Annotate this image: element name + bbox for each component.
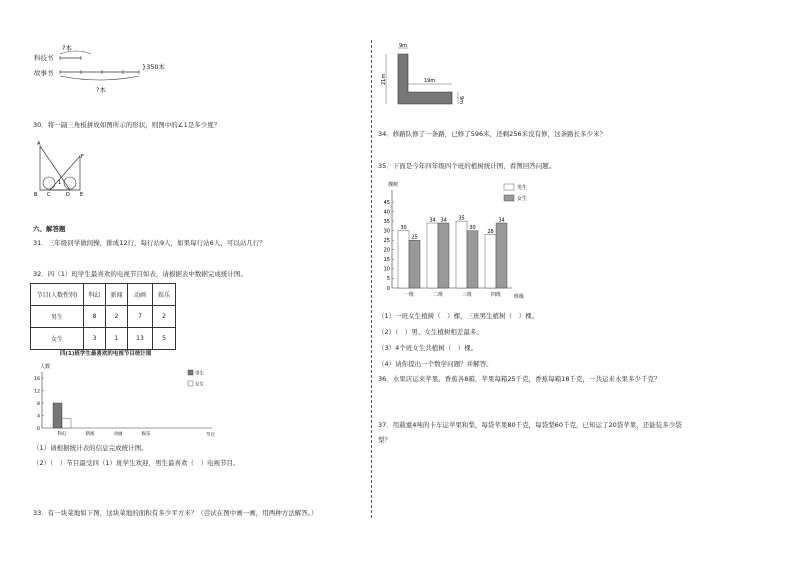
q37-text: 37．用载重4吨的卡车运苹果和梨，每袋苹果80千克，每袋梨60千克，已知运了20袋苹果，还能装多少袋: [378, 421, 682, 429]
label-e: E: [80, 192, 84, 198]
chart2-legend-swatch-male: [504, 184, 514, 190]
table-cell: 8: [84, 306, 106, 328]
q35-sub1: （1）一班女生植树（ ）棵，三班男生植树（ ）棵。: [378, 312, 539, 320]
table-header-cell: 新闻: [106, 284, 128, 306]
table-cell: 男生: [31, 306, 84, 328]
chart2-data-label: 30: [400, 225, 407, 232]
q29-total-label: }350本: [142, 63, 166, 71]
label-c: C: [47, 192, 51, 198]
chart2-y-tick-label: 40: [383, 209, 390, 216]
q29-row2-label: 故事书: [34, 69, 54, 77]
chart1-x-tick-label: 动画: [113, 432, 123, 437]
chart2-x-tick-label: 三班: [461, 292, 473, 298]
triangle-figure: [32, 140, 92, 198]
q35-sub3: （3）4个班女生共植树（ ）棵。: [378, 344, 478, 352]
table-cell: 2: [153, 306, 176, 328]
table-row: [31, 328, 176, 350]
chart1-y-tick-label: 8: [37, 401, 40, 407]
label-1: 1: [58, 180, 62, 186]
chart1-xlabel: 节目: [206, 433, 215, 438]
q36-text: 36．水果店运来苹果、香蕉各8箱，苹果每箱25千克，香蕉每箱18千克，一共运来水果多少千克？: [378, 375, 661, 383]
chart1-bar: [53, 403, 62, 428]
chart2-data-label: 35: [458, 215, 465, 222]
q32-sub2: （2）（ ）节目最受四（1）班学生欢迎，男生最喜欢（ ）电视节目。: [33, 459, 240, 467]
table-cell: 5: [153, 328, 176, 350]
chart1-y-tick-label: 16: [34, 376, 40, 382]
chart1-ylabel: 人数: [40, 364, 51, 370]
table-cell: 1: [106, 328, 128, 350]
chart2-legend-male: 男生: [517, 185, 528, 191]
chart2-y-tick-label: 45: [383, 199, 390, 206]
chart2-y-tick-label: 5: [386, 276, 390, 283]
chart2-bar: [485, 234, 496, 288]
q32-sub1: （1）请根据统计表的信息完成统计图。: [33, 444, 148, 452]
tv-program-table: [30, 283, 176, 350]
q37-text-cont: 梨？: [378, 436, 391, 444]
q32-text: 32．四（1）班学生最喜欢的电视节目如表，请根据表中数据完成统计图。: [33, 270, 247, 278]
chart1-y-tick-label: 12: [34, 389, 40, 395]
chart2-y-tick-label: 20: [383, 247, 390, 254]
chart2-bar: [398, 231, 409, 288]
chart1-bar: [62, 419, 71, 428]
chart2-data-label: 34: [440, 217, 447, 224]
chart2-bar: [496, 223, 507, 288]
chart1-y-tick-label: 4: [37, 414, 40, 420]
q35-sub2: （2）（ ）男、女生植树相差最多。: [378, 328, 483, 336]
chart1-x-tick-label: 科幻: [57, 432, 67, 437]
l-shaped-field-figure: [376, 42, 476, 112]
section-title: 六、解答题: [33, 225, 66, 233]
q33-text: 33．有一块菜地如下图，这块菜地的面积有多少平方米？（尝试在图中画一画，用两种方法解答。）: [33, 509, 318, 517]
q34-text: 34．修路队修了一条路，已修了596米，还剩256米没有修，这条路长多少米？: [378, 130, 607, 138]
table-row: [31, 284, 176, 306]
chart2-x-tick-label: 一班: [403, 292, 415, 298]
chart1-x-tick-label: 娱乐: [141, 432, 151, 437]
chart2-bar: [467, 231, 478, 288]
chart2-data-label: 34: [498, 217, 505, 224]
chart2-data-label: 34: [429, 217, 436, 224]
column-divider: [371, 40, 372, 518]
chart2-x-tick-label: 四班: [490, 292, 502, 298]
table-header-cell: 动画: [128, 284, 153, 306]
table-row: [31, 306, 176, 328]
chart2-data-label: 28: [487, 228, 494, 235]
chart2-data-label: 25: [411, 234, 418, 241]
dim-top: 9m: [399, 43, 408, 49]
dim-inner: 19m: [424, 78, 436, 84]
chart2-y-tick-label: 0: [386, 285, 390, 292]
chart2-y-tick-label: 10: [383, 266, 390, 273]
chart2-bar: [409, 240, 420, 288]
tree-planting-chart: [376, 178, 546, 303]
chart2-legend-female: 女生: [517, 196, 528, 202]
chart1-legend-male: 男生: [195, 371, 204, 377]
dim-left: 21m: [381, 73, 387, 85]
table-cell: 2: [106, 306, 128, 328]
label-a: A: [37, 141, 41, 147]
table-header-cell: 娱乐: [153, 284, 176, 306]
chart1-legend-swatch-male: [188, 370, 193, 375]
q35-text: 35．下面是今年四年级四个班的植树统计图，看图回答问题。: [378, 162, 556, 170]
chart2-y-tick-label: 35: [383, 218, 390, 225]
table-header-cell: 科幻: [84, 284, 106, 306]
table-cell: 女生: [31, 328, 84, 350]
chart1-title: 四(1)班学生最喜欢的电视节目统计图: [60, 351, 152, 357]
chart1-y-tick-label: 0: [37, 426, 40, 432]
q35-sub4: （4）请你提出一个数学问题？并解答。: [378, 360, 493, 368]
chart2-y-tick-label: 15: [383, 257, 390, 264]
chart2-bar: [427, 223, 438, 288]
label-f: F: [81, 154, 84, 160]
chart2-bar: [438, 223, 449, 288]
label-d: D: [66, 192, 70, 198]
q30-text: 30．将一副三角板拼成如图所示的形状，则图中的∠1是多少度？: [33, 121, 221, 129]
chart2-xlabel: 班级: [514, 294, 525, 300]
table-cell: 7: [128, 306, 153, 328]
dim-right: 9m: [458, 96, 464, 105]
chart2-ylabel: 棵树: [388, 182, 399, 188]
table-header-cell: 节目(人数性别): [31, 284, 84, 306]
tv-program-chart: [30, 360, 220, 440]
chart1-x-tick-label: 新闻: [85, 432, 95, 437]
chart2-x-tick-label: 二班: [432, 292, 444, 298]
chart2-legend-swatch-female: [504, 195, 514, 201]
q29-top-label: ?本: [62, 44, 72, 52]
chart1-legend-swatch-female: [188, 381, 193, 386]
chart2-bar: [456, 221, 467, 288]
label-b: B: [34, 192, 38, 198]
q29-line-diagram: [55, 50, 145, 90]
q29-row1-label: 科技书: [34, 54, 54, 62]
chart1-legend-female: 女生: [195, 382, 204, 388]
chart2-data-label: 30: [469, 225, 476, 232]
q31-text: 31．三年级同学做间操，排成12行，每行站9人，如果每行站6人，可以站几行？: [33, 239, 266, 247]
chart2-y-tick-label: 30: [383, 228, 390, 235]
q29-bottom-label: ?本: [96, 86, 106, 94]
table-cell: 13: [128, 328, 153, 350]
chart2-y-tick-label: 25: [383, 238, 390, 245]
table-cell: 3: [84, 328, 106, 350]
